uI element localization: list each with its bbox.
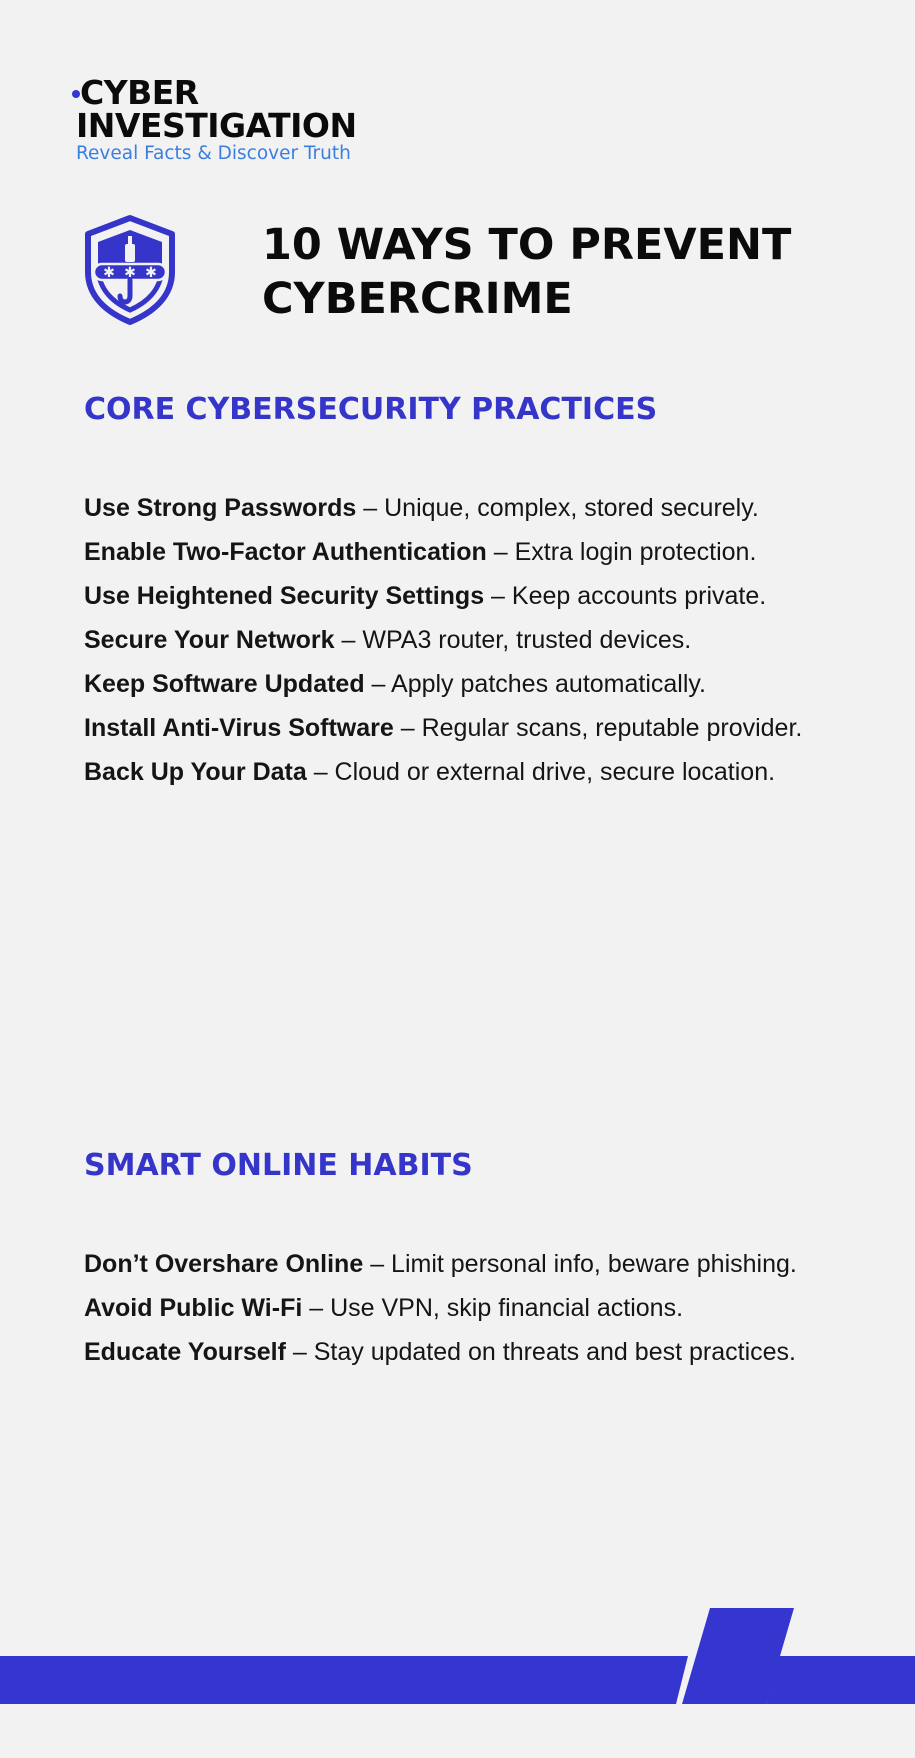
core-practices-list bbox=[84, 486, 814, 794]
list-item: Install Anti-Virus Software – Regular scans, reputable provider. bbox=[84, 714, 803, 742]
shield-lock-icon bbox=[82, 214, 178, 326]
list-item: Secure Your Network – WPA3 router, trusted devices. bbox=[84, 626, 692, 654]
list-item: Enable Two-Factor Authentication – Extra login protection. bbox=[84, 538, 757, 566]
list-item: Educate Yourself – Stay updated on threats and best practices. bbox=[84, 1338, 796, 1366]
svg-text:✱: ✱ bbox=[124, 265, 136, 281]
list-item: Don’t Overshare Online – Limit personal info, beware phishing. bbox=[84, 1250, 797, 1278]
list-item: Back Up Your Data – Cloud or external drive, secure location. bbox=[84, 758, 776, 786]
svg-text:✱: ✱ bbox=[103, 265, 115, 281]
section-title-core-practices: CORE CYBERSECURITY PRACTICES bbox=[84, 392, 658, 427]
brand-logo bbox=[76, 73, 357, 165]
decorative-stripe bbox=[0, 1600, 915, 1710]
logo-line-cyber: CYBER bbox=[76, 76, 357, 109]
section-title-smart-habits: SMART ONLINE HABITS bbox=[84, 1148, 473, 1183]
logo-line-investigation: INVESTIGATION bbox=[76, 106, 357, 145]
smart-habits-list bbox=[84, 1242, 814, 1374]
page-title bbox=[262, 218, 862, 326]
logo-tagline: Reveal Facts & Discover Truth bbox=[76, 143, 351, 164]
title-line-2: CYBERCRIME bbox=[262, 274, 573, 324]
svg-text:✱: ✱ bbox=[145, 265, 157, 281]
list-item: Use Heightened Security Settings – Keep accounts private. bbox=[84, 582, 767, 610]
title-line-1: 10 WAYS TO PREVENT bbox=[262, 220, 792, 270]
list-item: Avoid Public Wi-Fi – Use VPN, skip financial actions. bbox=[84, 1294, 684, 1322]
logo-dot-icon bbox=[72, 90, 80, 98]
list-item: Keep Software Updated – Apply patches automatically. bbox=[84, 670, 707, 698]
list-item: Use Strong Passwords – Unique, complex, stored securely. bbox=[84, 494, 759, 522]
